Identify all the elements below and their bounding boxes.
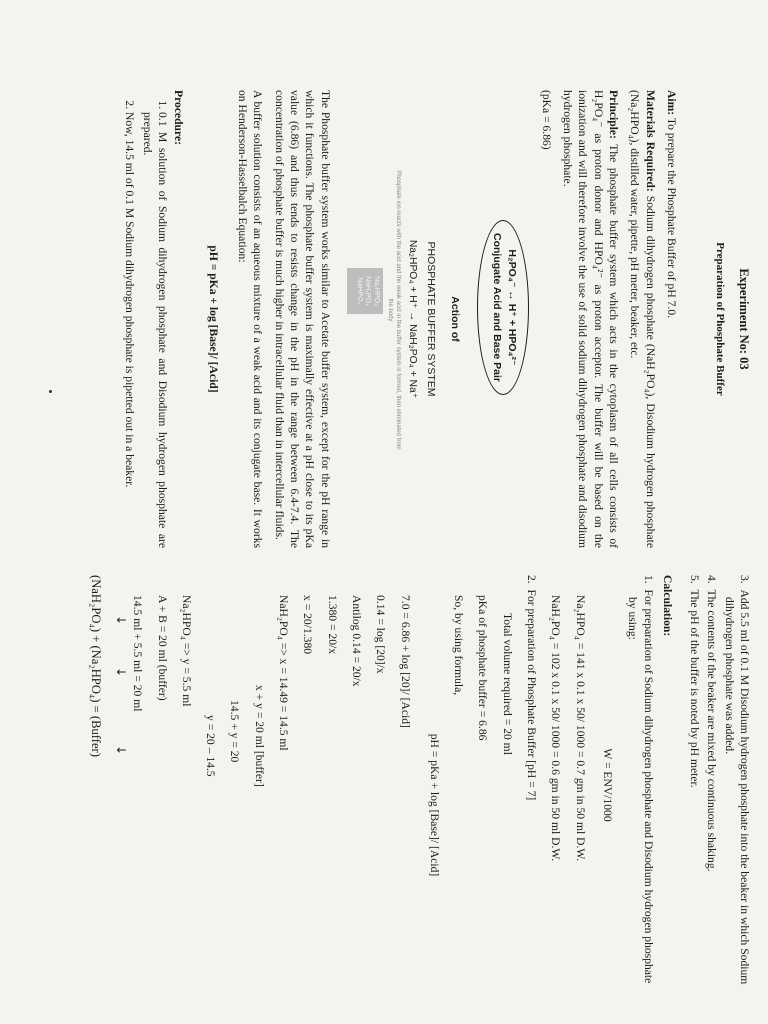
buffer-sum: x + y = 20 ml [buffer] <box>252 685 266 787</box>
down-arrow-icon: ↓ <box>113 667 128 678</box>
pka-line: pKa of phosphate buffer = 6.86 <box>476 595 490 741</box>
substitution-1: 14.5 + y = 20 <box>228 700 242 763</box>
aim-label: Aim: <box>664 90 678 116</box>
materials-text: Sodium dihydrogen phosphate (NaH₂PO₄), Disodium hydrogen phosphate (Na₂HPO₄), distilled water, pipette, pH meter, beaker, etc. <box>628 90 657 548</box>
procedure-step: 4. The contents of the beaker are mixed by continuous shaking. <box>705 575 719 872</box>
down-arrow-icon: ↓ <box>113 745 128 756</box>
experiment-title: Experiment No: 03 <box>737 268 751 370</box>
phosphate-buffer-diagram <box>343 90 533 548</box>
stray-dot <box>49 390 52 393</box>
substitution-2: y = 20 – 14.5 <box>204 715 218 777</box>
total-volume: Total volume required = 20 ml <box>500 613 514 755</box>
calc-step: Antilog 0.14 = 20/x <box>349 595 363 687</box>
so-line: So, by using formula, <box>452 595 466 696</box>
calc-step: 0.14 = log [20]/x <box>374 595 388 674</box>
procedure-step: 1. 0.1 M solution of Sodium dihydrogen phosphate and Disodium hydrogen phosphate are prepared. <box>140 112 171 548</box>
materials-label: Materials Required: <box>643 90 657 192</box>
down-arrows <box>110 575 128 995</box>
aim-paragraph <box>664 90 679 548</box>
henderson-hasselbalch-equation: pH = pKa + log [Base]/ [Acid] <box>206 245 220 393</box>
formula-line: pH = pKa + log [Base]/ [Acid] <box>427 733 441 877</box>
ab-line: A + B = 20 ml (buffer) <box>155 595 169 701</box>
volume-line: 14.5 ml + 5.5 ml = 20 ml <box>131 595 145 712</box>
pka-note: (pKa = 6.86) <box>539 90 553 150</box>
w-formula: W = ENV/1000 <box>600 748 614 822</box>
down-arrow-icon: ↓ <box>113 615 128 626</box>
procedure-continued <box>687 575 752 995</box>
final-equation: (NaH₂PO₄) + (Na₂HPO₄) = (Buffer) <box>88 575 103 757</box>
procedure-list <box>121 90 170 548</box>
principle-paragraph <box>560 90 621 548</box>
right-column <box>0 575 768 995</box>
buffer-reaction: Na₂HPO₄ + H⁺ → NaH₂PO₄ + Na⁺ <box>406 239 418 399</box>
calc-item-1: 1. For preparation of Sodium dihydrogen phosphate and Disodium hydrogen phosphate by using: <box>626 575 655 984</box>
body-paragraph-2: A buffer solution consists of an aqueous mixture of a weak acid and its conjugate base. It works on Henderson-Hasselbalch Equation: <box>236 90 265 548</box>
principle-label: Principle: <box>607 90 621 139</box>
materials-paragraph <box>627 90 658 548</box>
body-paragraph-1: The Phosphate buffer system works similar to Acetate buffer system, except for the pH range in which it functions. The phosphate buffer system is maximally effective at a pH close to its pKa value (6.86) and thus tends to resists change in the pH in the range between 6.4-7.4. The concentration of phosphate buffer is much higher in intracellular fluid than in intercellular fluids. <box>272 90 332 548</box>
aim-text: To prepare the Phosphate Buffer of pH 7.0. <box>664 115 678 319</box>
nah2po4-calculation: NaH₂PO₄ = 102 x 0.1 x 50/ 1000 = 0.6 gm in 50 ml D.W. <box>549 595 563 862</box>
procedure-step: 5. The pH of the buffer is noted by pH meter. <box>688 575 702 788</box>
equilibrium-equation: H₂PO₄⁻ ↔ H⁺ + HPO₄²⁻ <box>505 249 518 366</box>
calc-item-2: 2. For preparation of Phosphate Buffer [pH = 7] <box>525 575 539 801</box>
experiment-subtitle: Preparation of Phosphate Buffer <box>714 242 727 396</box>
calc-step: x = 20/1.380 <box>301 595 315 655</box>
conjugate-pair-label: Conjugate Acid and Base Pair <box>491 233 504 382</box>
molecule-image-label: Na₂HPO₄ NaH₂PO₄ NaHPO₄ <box>347 268 383 314</box>
calculation-heading: Calculation: <box>660 575 674 637</box>
na2hpo4-calculation: Na₂HPO₄ = 141 x 0.1 x 50/ 1000 = 0.7 gm in 50 ml D.W. <box>573 595 587 862</box>
procedure-step: 3. Add 5.5 ml of 0.1 M Disodium hydrogen phosphate into the beaker in which Sodium dihydrogen phosphate was added. <box>722 575 751 985</box>
principle-text: The phosphate buffer system which acts in the cytoplasm of all cells consists of H₂PO₄⁻ as proton donor and HPO₄²⁻ as proton acceptor. The buffer will be based on the ionization and will therefore involve the use of solid sodium dihydrogen phosphate and disodium hydrogen phosphate. <box>561 90 621 548</box>
buffer-system-title: PHOSPHATE BUFFER SYSTEM <box>424 241 437 397</box>
na2hpo4-result: Na₂HPO₄ => y = 5.5 ml <box>179 595 193 707</box>
faint-diagram-note: Phosphate ion reacts with the acid and the weak acid in the buffer system is formed, then eliminated from the body <box>386 170 401 450</box>
action-of-label: Action of <box>448 296 461 342</box>
calc-step: NaH₂PO₄ => x = 14.49 = 14.5 ml <box>277 595 291 751</box>
procedure-step: 2. Now, 14.5 ml of 0.1 M Sodium dihydrogen phosphate is pipetted out in a beaker. <box>121 112 136 548</box>
calc-step: 1.380 = 20/x <box>325 595 339 655</box>
calc-step: 7.0 = 6.86 + log [20]/ [Acid] <box>398 595 412 728</box>
conjugate-pair-ellipse <box>477 220 529 395</box>
procedure-heading: Procedure: <box>171 90 185 145</box>
left-column <box>0 90 768 548</box>
